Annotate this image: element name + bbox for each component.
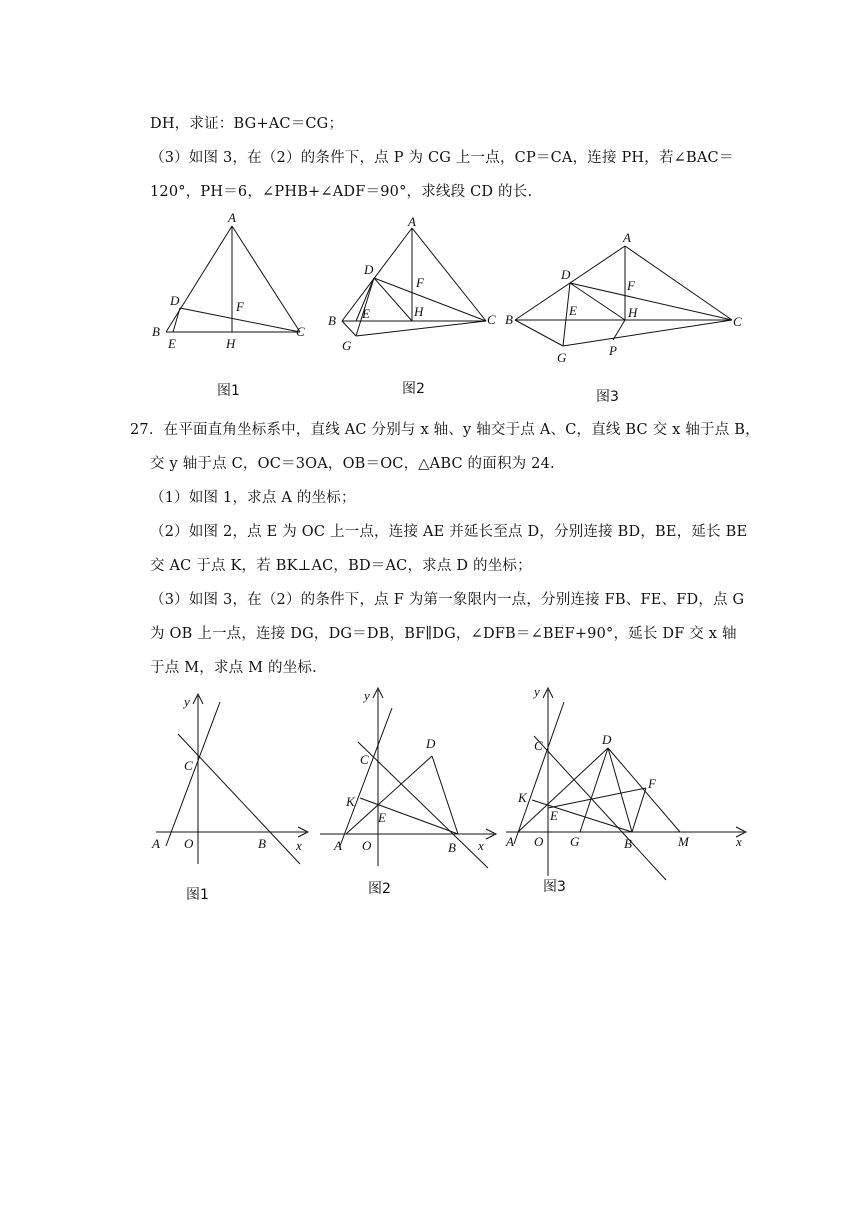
fig3-label-B: B xyxy=(505,312,513,327)
fig27-2-label-E: E xyxy=(378,810,386,825)
fig3-label-G: G xyxy=(557,350,567,365)
fig27-3-label-B: B xyxy=(624,836,632,851)
fig27-3-label-O: O xyxy=(534,834,544,849)
fig3-label-A: A xyxy=(623,230,631,245)
p26-line2: （3）如图 3，在（2）的条件下，点 P 为 CG 上一点，CP＝CA，连接 PH，若∠BAC＝ xyxy=(150,150,734,166)
p27-line1: 27．在平面直角坐标系中，直线 AC 分别与 x 轴、y 轴交于点 A、C，直线 BC 交 x 轴于点 B， xyxy=(130,422,760,438)
figure-26-1 xyxy=(140,208,320,362)
p27-line6: （3）如图 3，在（2）的条件下，点 F 为第一象限内一点，分别连接 FB、FE、FD，点 G xyxy=(150,592,745,608)
fig1-label-H: H xyxy=(226,336,236,351)
p27-line7: 为 OB 上一点，连接 DG，DG＝DB，BF∥DG，∠DFB＝∠BEF+90°，延长 DF 交 x 轴 xyxy=(150,626,737,642)
fig2-label-B: B xyxy=(328,313,336,328)
fig27-3-label-G: G xyxy=(570,834,580,849)
p27-line3: （1）如图 1，求点 A 的坐标； xyxy=(150,490,356,506)
fig27-3-label-E: E xyxy=(550,808,558,823)
fig27-1-label-C: C xyxy=(184,758,193,773)
figure-27-1-caption: 图1 xyxy=(186,887,209,903)
fig1-label-F: F xyxy=(236,299,244,314)
fig3-label-E: E xyxy=(569,303,577,318)
fig1-label-E: E xyxy=(168,336,176,351)
p27-line5: 交 AC 于点 K，若 BK⊥AC，BD＝AC，求点 D 的坐标； xyxy=(150,558,532,574)
fig27-3-label-F: F xyxy=(648,776,656,791)
fig27-1-label-O: O xyxy=(184,836,194,851)
fig2-label-C: C xyxy=(487,312,496,327)
fig27-3-label-x: x xyxy=(736,834,742,849)
p26-line3: 120°，PH＝6，∠PHB+∠ADF＝90°，求线段 CD 的长. xyxy=(150,184,533,200)
fig27-1-label-A: A xyxy=(152,836,160,851)
fig27-3-label-C: C xyxy=(534,738,543,753)
fig27-3-label-K: K xyxy=(518,790,527,805)
fig27-3-label-M: M xyxy=(678,834,689,849)
fig3-label-C: C xyxy=(733,314,742,329)
figure-26-3 xyxy=(505,228,755,377)
fig2-label-H: H xyxy=(414,304,424,319)
figure-27-1 xyxy=(148,686,313,880)
figure-26-2 xyxy=(322,214,507,358)
figure-26-2-caption: 图2 xyxy=(402,381,425,397)
figure-26-1-caption: 图1 xyxy=(217,383,240,399)
fig2-label-G: G xyxy=(342,338,352,353)
fig3-label-D: D xyxy=(561,267,571,282)
p27-line2: 交 y 轴于点 C，OC＝3OA，OB＝OC，△ABC 的面积为 24. xyxy=(150,456,555,472)
p26-line1: DH，求证：BG+AC＝CG； xyxy=(150,116,344,132)
fig2-label-D: D xyxy=(364,262,374,277)
fig27-2-label-A: A xyxy=(334,838,342,853)
fig27-2-label-O: O xyxy=(362,838,372,853)
fig27-2-label-y: y xyxy=(364,688,370,703)
fig1-label-C: C xyxy=(296,324,305,339)
fig27-1-label-B: B xyxy=(258,836,266,851)
figure-27-3 xyxy=(500,680,755,884)
fig27-2-label-K: K xyxy=(346,794,355,809)
fig1-label-A: A xyxy=(228,210,236,225)
fig27-1-label-x: x xyxy=(296,838,302,853)
figure-26-3-caption: 图3 xyxy=(596,389,619,405)
fig27-3-label-D: D xyxy=(602,732,612,747)
fig27-2-label-D: D xyxy=(426,736,436,751)
fig27-2-label-B: B xyxy=(448,840,456,855)
fig27-3-label-A: A xyxy=(506,834,514,849)
figure-27-3-caption: 图3 xyxy=(543,879,566,895)
figure-27-2-caption: 图2 xyxy=(368,881,391,897)
fig1-label-D: D xyxy=(170,293,180,308)
fig1-label-B: B xyxy=(152,324,160,339)
fig27-2-label-x: x xyxy=(478,838,484,853)
p27-line8: 于点 M，求点 M 的坐标. xyxy=(150,660,317,676)
fig2-label-F: F xyxy=(416,275,424,290)
fig2-label-E: E xyxy=(362,306,370,321)
fig27-3-label-y: y xyxy=(534,684,540,699)
fig2-label-A: A xyxy=(408,214,416,229)
fig3-label-P: P xyxy=(609,343,617,358)
p27-line4: （2）如图 2，点 E 为 OC 上一点，连接 AE 并延长至点 D，分别连接 BD，BE，延长 BE xyxy=(150,524,748,540)
fig3-label-F: F xyxy=(627,278,635,293)
fig3-label-H: H xyxy=(628,305,638,320)
fig27-2-label-C: C xyxy=(360,752,369,767)
fig27-1-label-y: y xyxy=(184,694,190,709)
figure-27-2 xyxy=(318,682,498,876)
